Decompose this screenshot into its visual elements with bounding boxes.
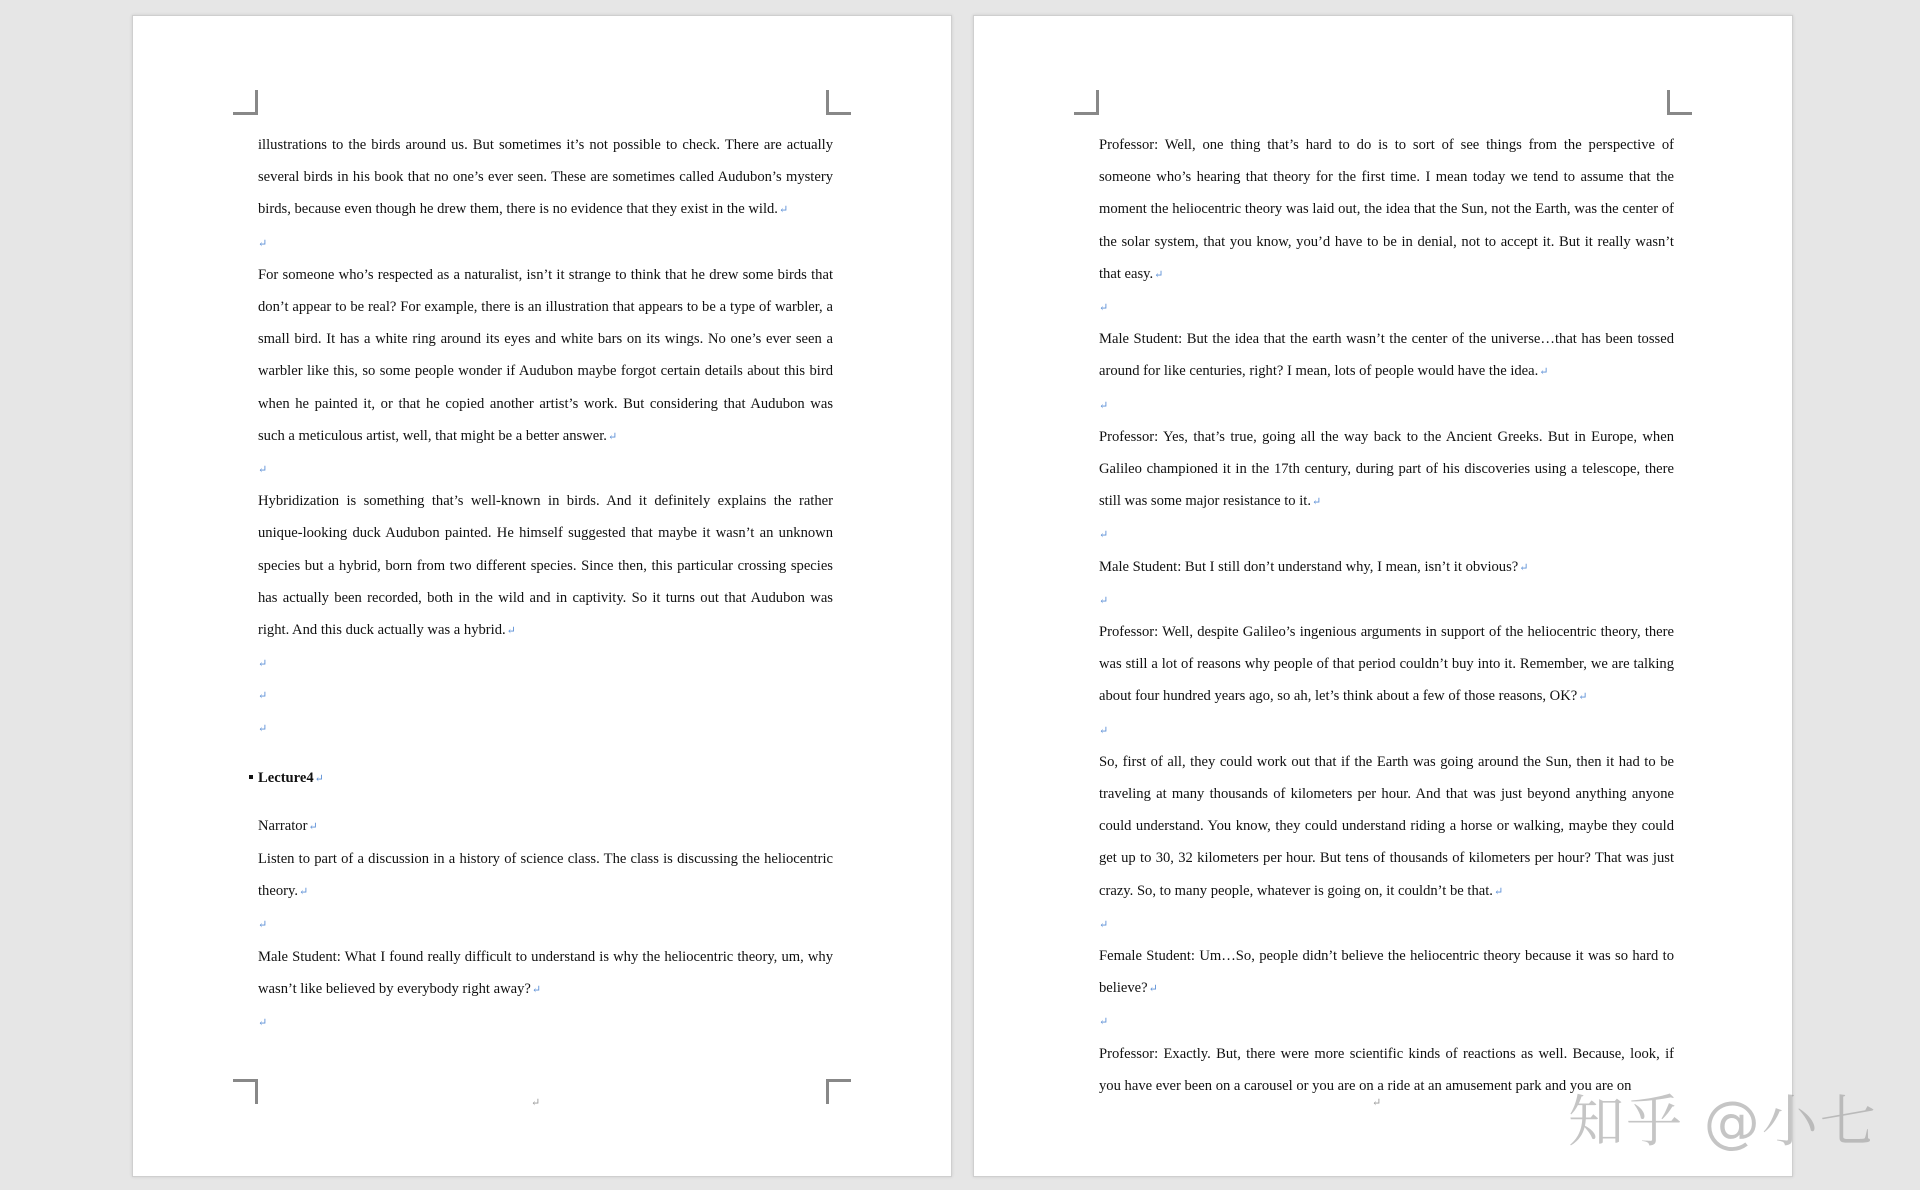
speaker-label: Narrator↵	[258, 817, 318, 834]
empty-paragraph	[258, 679, 833, 711]
paragraph: Professor: Yes, that’s true, going all the way back to the Ancient Greeks. But in Europe, when Galileo championed it in the 17th century, during part of his discoveries using a telescope, there still was some major resistance to it.↵	[1099, 428, 1674, 510]
paragraph-mark-icon: ↵	[1099, 724, 1109, 737]
empty-paragraph	[1099, 389, 1674, 421]
document-page-left	[132, 15, 952, 1177]
paragraph: illustrations to the birds around us. But sometimes it’s not possible to check. There are actually several birds in his book that no one’s ever seen. These are sometimes called Audubon’s mystery birds, because even though he drew them, there is no evidence that they exist in the wild.↵	[258, 137, 833, 218]
paragraph-mark-icon: ↵	[531, 983, 542, 996]
watermark-text: 知乎 @小七	[1568, 1090, 1878, 1155]
paragraph-mark-icon: ↵	[308, 820, 318, 833]
empty-paragraph	[258, 908, 833, 940]
empty-paragraph	[258, 647, 833, 679]
paragraph-mark-icon: ↵	[1311, 496, 1322, 509]
empty-paragraph	[258, 1006, 833, 1038]
empty-paragraph	[1099, 518, 1674, 550]
empty-paragraph	[258, 712, 833, 744]
paragraph-mark-icon: ↵	[1099, 529, 1109, 542]
crop-mark-bottom-left	[233, 1079, 258, 1104]
empty-paragraph	[1099, 584, 1674, 616]
heading-bullet-icon	[249, 775, 253, 779]
paragraph-mark-icon: ↵	[258, 237, 268, 250]
empty-paragraph	[1099, 1005, 1674, 1037]
paragraph-mark-icon: ↵	[314, 772, 324, 785]
paragraph-mark-icon: ↵	[1539, 366, 1549, 379]
paragraph: Male Student: But the idea that the earth wasn’t the center of the universe…that has been tossed around for like centuries, right? I mean, lots of people would have the idea.↵	[1099, 331, 1674, 380]
paragraph-mark-icon: ↵	[1099, 399, 1109, 412]
crop-mark-top-left	[1074, 90, 1099, 115]
empty-paragraph	[1099, 291, 1674, 323]
paragraph-mark-icon: ↵	[1578, 691, 1588, 704]
paragraph-mark-icon: ↵	[258, 658, 268, 671]
paragraph: For someone who’s respected as a naturalist, isn’t it strange to think that he drew some birds that don’t appear to be real? For example, there is an illustration that appears to be a type of warbler, a small bird. It has a white ring around its eyes and white bars on its wings. No one’s ever seen a warbler like this, so some people wonder if Audubon maybe forgot certain details about this bird when he painted it, or that he copied another artist’s work. But considering that Audubon was such a meticulous artist, well, that might be a better answer.↵	[258, 266, 833, 444]
paragraph: Hybridization is something that’s well-known in birds. And it definitely explains the rather unique-looking duck Audubon painted. He himself suggested that maybe it wasn’t an unknown species but a hybrid, born from two different species. Since then, this particular crossing species has actually been recorded, both in the wild and in captivity. So it turns out that Audubon was right. And this duck actually was a hybrid.↵	[258, 493, 833, 639]
paragraph-mark-icon: ↵	[1493, 885, 1504, 898]
document-page-right	[973, 15, 1793, 1177]
footer-paragraph-mark-icon: ↵	[531, 1097, 541, 1109]
paragraph-mark-icon: ↵	[1099, 1016, 1109, 1029]
paragraph: Female Student: Um…So, people didn’t believe the heliocentric theory because it was so hard to believe?↵	[1099, 947, 1674, 997]
paragraph-mark-icon: ↵	[778, 204, 789, 217]
paragraph-mark-icon: ↵	[258, 919, 268, 932]
crop-mark-bottom-right	[826, 1079, 851, 1104]
crop-mark-top-right	[1667, 90, 1692, 115]
empty-paragraph	[258, 453, 833, 485]
paragraph: Male Student: What I found really difficult to understand is why the heliocentric theory, um, why wasn’t like believed by everybody right away?↵	[258, 948, 833, 997]
paragraph-mark-icon: ↵	[258, 464, 268, 477]
paragraph-mark-icon: ↵	[506, 625, 516, 638]
paragraph: Professor: Exactly. But, there were more scientific kinds of reactions as well. Because, look, if you have ever been on a carousel or you are on a ride at an amusement park and you are on	[1099, 1045, 1674, 1094]
crop-mark-top-right	[826, 90, 851, 115]
paragraph-mark-icon: ↵	[1099, 594, 1109, 607]
paragraph-mark-icon: ↵	[1148, 983, 1158, 996]
section-heading: Lecture4↵	[258, 762, 833, 794]
paragraph-mark-icon: ↵	[1519, 561, 1529, 574]
page-text-area[interactable]	[1099, 129, 1674, 1102]
paragraph-mark-icon: ↵	[258, 690, 268, 703]
paragraph: So, first of all, they could work out that if the Earth was going around the Sun, then it had to be traveling at many thousands of kilometers per hour. And that was just beyond anything anyone could understand. You know, they could understand riding a horse or walking, maybe they could get up to 30, 32 kilometers per hour. But tens of thousands of kilometers per hour? That was just crazy. So, to many people, whatever is going on, it couldn’t be that.↵	[1099, 753, 1674, 899]
paragraph: Listen to part of a discussion in a history of science class. The class is discussing the heliocentric theory.↵	[258, 850, 833, 900]
paragraph: Professor: Well, one thing that’s hard to do is to sort of see things from the perspective of someone who’s hearing that theory for the first time. I mean today we tend to assume that the moment the heliocentric theory was laid out, the idea that the Sun, not the Earth, was the center of the solar system, that you know, you’d have to be in denial, not to accept it. But it really wasn’t that easy.↵	[1099, 137, 1674, 282]
paragraph-mark-icon: ↵	[258, 1016, 268, 1029]
empty-paragraph	[258, 227, 833, 259]
paragraph-mark-icon: ↵	[1099, 302, 1109, 315]
paragraph: Professor: Well, despite Galileo’s ingenious arguments in support of the heliocentric theory, there was still a lot of reasons why people of that period couldn’t buy into it. Remember, we are talking about four hundred years ago, so ah, let’s think about a few of those reasons, OK?↵	[1099, 623, 1674, 705]
paragraph-mark-icon: ↵	[1099, 918, 1109, 931]
paragraph-mark-icon: ↵	[607, 430, 618, 443]
paragraph-mark-icon: ↵	[258, 722, 268, 735]
paragraph: Male Student: But I still don’t understand why, I mean, isn’t it obvious?↵	[1099, 558, 1529, 575]
page-text-area[interactable]	[258, 129, 833, 1038]
empty-paragraph	[1099, 908, 1674, 940]
paragraph-mark-icon: ↵	[1154, 268, 1164, 281]
footer-paragraph-mark-icon: ↵	[1372, 1097, 1382, 1109]
crop-mark-top-left	[233, 90, 258, 115]
paragraph-mark-icon: ↵	[298, 886, 309, 899]
empty-paragraph	[1099, 714, 1674, 746]
